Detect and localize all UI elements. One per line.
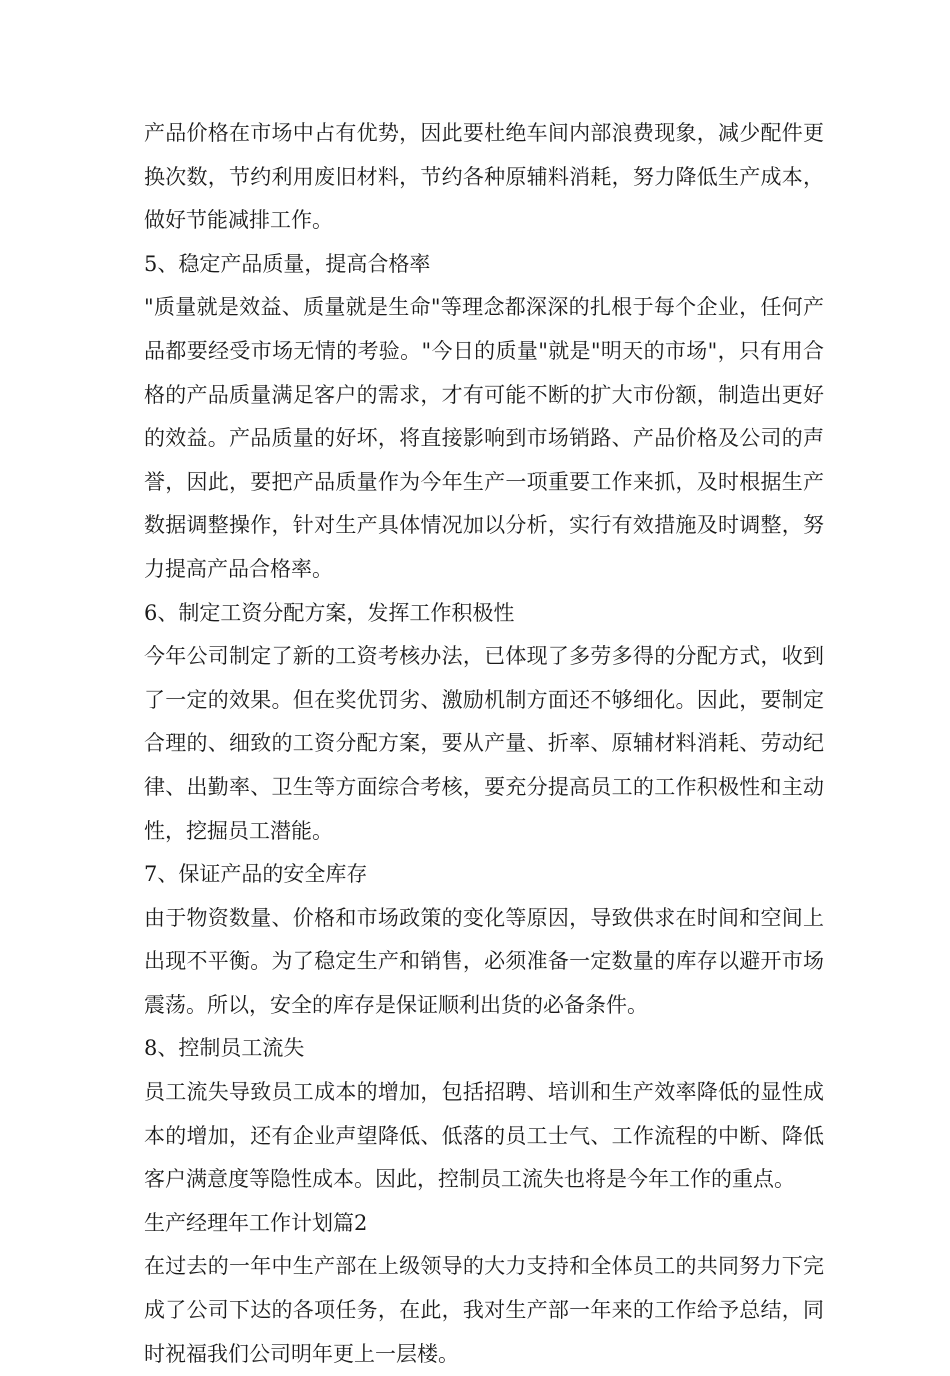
paragraph-summary-intro: 在过去的一年中生产部在上级领导的大力支持和全体员工的共同努力下完成了公司下达的各项任务，在此，我对生产部一年来的工作给予总结，同时祝福我们公司明年更上一层楼。 — [144, 1254, 824, 1366]
document-body — [144, 112, 824, 1376]
heading-item-5: 5、稳定产品质量，提高合格率 — [144, 251, 431, 276]
section-title-part-2: 生产经理年工作计划篇2 — [144, 1210, 368, 1235]
paragraph-cost-control: 产品价格在市场中占有优势，因此要杜绝车间内部浪费现象，减少配件更换次数，节约利用废旧材料，节约各种原辅料消耗，努力降低生产成本，做好节能减排工作。 — [144, 121, 824, 233]
paragraph-quality: "质量就是效益、质量就是生命"等理念都深深的扎根于每个企业，任何产品都要经受市场无情的考验。"今日的质量"就是"明天的市场"，只有用合格的产品质量满足客户的需求，才有可能不断的扩大市份额，制造出更好的效益。产品质量的好坏，将直接影响到市场销路、产品价格及公司的声誉，因此，要把产品质量作为今年生产一项重要工作来抓，及时根据生产数据调整操作，针对生产具体情况加以分析，实行有效措施及时调整，努力提高产品合格率。 — [144, 295, 824, 581]
heading-item-8: 8、控制员工流失 — [144, 1036, 305, 1061]
paragraph-inventory: 由于物资数量、价格和市场政策的变化等原因，导致供求在时间和空间上出现不平衡。为了稳定生产和销售，必须准备一定数量的库存以避开市场震荡。所以，安全的库存是保证顺利出货的必备条件。 — [144, 905, 824, 1017]
paragraph-wage-plan: 今年公司制定了新的工资考核办法，已体现了多劳多得的分配方式，收到了一定的效果。但在奖优罚劣、激励机制方面还不够细化。因此，要制定合理的、细致的工资分配方案，要从产量、折率、原辅材料消耗、劳动纪律、出勤率、卫生等方面综合考核，要充分提高员工的工作积极性和主动性，挖掘员工潜能。 — [144, 644, 824, 843]
heading-item-7: 7、保证产品的安全库存 — [144, 862, 368, 887]
paragraph-staff-turnover: 员工流失导致员工成本的增加，包括招聘、培训和生产效率降低的显性成本的增加，还有企业声望降低、低落的员工士气、工作流程的中断、降低客户满意度等隐性成本。因此，控制员工流失也将是今年工作的重点。 — [144, 1080, 824, 1192]
heading-item-6: 6、制定工资分配方案，发挥工作积极性 — [144, 600, 515, 625]
